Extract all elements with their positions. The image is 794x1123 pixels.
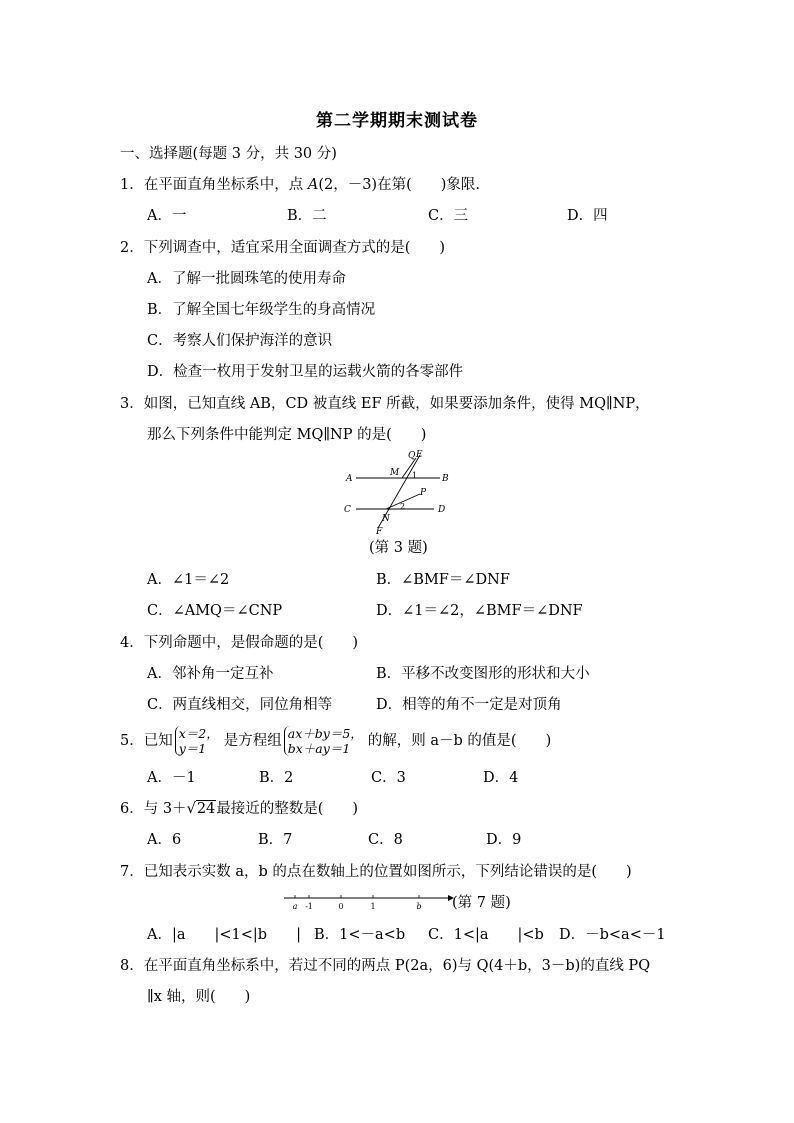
question-5-stem [120, 724, 551, 758]
q1-option-d[interactable]: D．四 [567, 208, 608, 224]
angle-label-1: 1 [412, 471, 418, 480]
q4-option-d[interactable]: D．相等的角不一定是对顶角 [376, 697, 562, 713]
axis-label-b: b [416, 902, 422, 911]
label-b: B [442, 474, 449, 484]
label-p: P [420, 488, 427, 498]
q5-sys1-row2: y＝1 [178, 741, 207, 756]
question-3-stem-line1: 3．如图，已知直线 AB，CD 被直线 EF 所截，如果要添加条件，使得 MQ∥NP， [120, 396, 650, 412]
q6-prefix: 6．与 3＋ [120, 801, 187, 817]
q5-system-equations [284, 726, 366, 756]
q2-option-a[interactable]: A．了解一批圆珠笔的使用寿命 [147, 271, 346, 287]
q5-option-d[interactable]: D．4 [483, 770, 519, 786]
label-d: D [438, 505, 446, 515]
q3-option-c[interactable]: C．∠AMQ＝∠CNP [147, 603, 283, 619]
question-3-stem-line2: 那么下列条件中能判定 MQ∥NP 的是( ) [147, 427, 427, 443]
axis-label-neg1: -1 [305, 902, 313, 911]
label-c: C [344, 505, 351, 515]
label-n: N [382, 514, 390, 524]
q3-option-a[interactable]: A．∠1＝∠2 [147, 572, 230, 588]
q7-figure-caption: (第 7 题) [452, 895, 511, 911]
page-title: 第二学期期末测试卷 [316, 111, 478, 131]
q4-option-b[interactable]: B．平移不改变图形的形状和大小 [376, 666, 590, 682]
q1-option-b[interactable]: B．二 [287, 208, 327, 224]
q7-option-c[interactable]: C．1<|a |<b [428, 927, 544, 943]
label-q: Q [408, 451, 416, 461]
q5-option-c[interactable]: C．3 [371, 770, 406, 786]
q1-option-c[interactable]: C．三 [428, 208, 469, 224]
q5-mid: 是方程组 [223, 733, 282, 749]
q3-option-d[interactable]: D．∠1＝∠2，∠BMF＝∠DNF [376, 603, 583, 619]
q7-number-line [282, 891, 454, 913]
q1-option-a[interactable]: A．一 [147, 208, 187, 224]
q3-figure-caption: (第 3 题) [369, 540, 428, 556]
question-8-stem-line2: ∥x 轴，则( ) [147, 989, 251, 1005]
q2-option-b[interactable]: B．了解全国七年级学生的身高情况 [147, 302, 376, 318]
question-4-stem: 4．下列命题中，是假命题的是( ) [120, 635, 359, 651]
question-6-stem [120, 799, 358, 819]
q6-option-b[interactable]: B．7 [258, 832, 293, 848]
q4-option-a[interactable]: A．邻补角一定互补 [147, 666, 274, 682]
q1-stem-b: (2，－3)在第( )象限. [318, 177, 481, 193]
q6-suffix: 最接近的整数是( ) [216, 801, 359, 817]
angle-label-2: 2 [400, 502, 406, 511]
axis-label-a: a [292, 902, 298, 911]
q1-stem-a: 1．在平面直角坐标系中，点 [120, 177, 308, 193]
q6-option-a[interactable]: A．6 [147, 832, 182, 848]
axis-label-0: 0 [338, 902, 344, 911]
q5-prefix: 5．已知 [120, 733, 173, 749]
question-8-stem-line1: 8．在平面直角坐标系中，若过不同的两点 P(2a，6)与 Q(4＋b，3－b)的直线 PQ [120, 958, 651, 974]
q3-parallel-lines-figure [336, 446, 460, 534]
q7-option-a[interactable]: A．|a |<1<|b | [147, 927, 301, 943]
q6-radicand: 24 [196, 801, 216, 817]
sqrt-sign: √ [186, 801, 196, 817]
q1-point: A [307, 177, 319, 193]
q7-option-b[interactable]: B．1<－a<b [314, 927, 406, 943]
q2-option-d[interactable]: D．检查一枚用于发射卫星的运载火箭的各零部件 [147, 364, 464, 380]
q7-option-d[interactable]: D．－b<a<－1 [559, 927, 666, 943]
label-e: E [416, 450, 423, 460]
q5-sys2-row2: bx＋ay＝1 [287, 741, 351, 756]
q5-sys2-row1: ax＋by＝5， [287, 726, 363, 741]
q5-system-xy [175, 726, 222, 756]
question-7-stem: 7．已知表示实数 a，b 的点在数轴上的位置如图所示，下列结论错误的是( ) [120, 864, 632, 880]
q3-option-b[interactable]: B．∠BMF＝∠DNF [376, 572, 510, 588]
section-heading: 一、选择题(每题 3 分，共 30 分) [120, 146, 337, 162]
question-2-stem: 2．下列调查中，适宜采用全面调查方式的是( ) [120, 240, 446, 256]
label-m: M [390, 468, 400, 478]
q5-suffix: 的解，则 a－b 的值是( ) [367, 733, 552, 749]
q4-option-c[interactable]: C．两直线相交，同位角相等 [147, 697, 333, 713]
label-a: A [346, 474, 353, 484]
q2-option-c[interactable]: C．考察人们保护海洋的意识 [147, 333, 333, 349]
q5-sys1-row1: x＝2， [178, 726, 219, 741]
axis-label-1: 1 [370, 902, 376, 911]
question-1-stem [120, 175, 480, 195]
q6-option-c[interactable]: C．8 [368, 832, 403, 848]
q6-option-d[interactable]: D．9 [486, 832, 522, 848]
q5-option-b[interactable]: B．2 [259, 770, 294, 786]
q5-option-a[interactable]: A．－1 [147, 770, 196, 786]
label-f: F [376, 527, 383, 534]
